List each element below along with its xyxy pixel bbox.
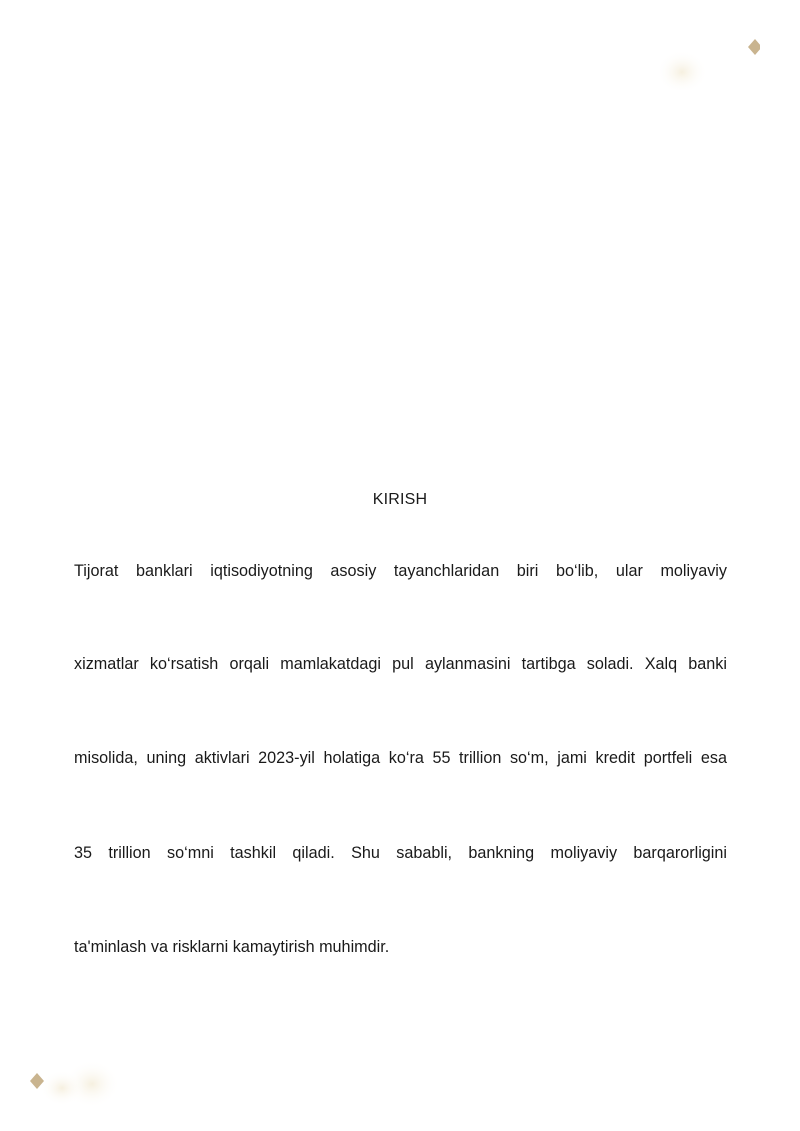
section-heading: KIRISH xyxy=(372,491,428,508)
paragraph-line: Tijorat banklari iqtisodiyotning asosiy tayanchlaridan biri bo‘lib, ular moliyaviy xyxy=(74,562,727,580)
paragraph-line: xizmatlar ko‘rsatish orqali mamlakatdagi pul aylanmasini tartibga soladi. Xalq banki xyxy=(74,655,727,673)
diamond-ornament-icon xyxy=(660,30,760,90)
paragraph-line: misolida, uning aktivlari 2023-yil holatiga ko‘ra 55 trillion so‘m, jami kredit portfeli esa xyxy=(74,749,727,767)
diamond-ornament-icon xyxy=(22,1058,122,1118)
paragraph-line: ta'minlash va risklarni kamaytirish muhimdir. xyxy=(74,938,390,956)
paragraph-line: 35 trillion so‘mni tashkil qiladi. Shu sababli, bankning moliyaviy barqarorligini xyxy=(74,844,727,862)
